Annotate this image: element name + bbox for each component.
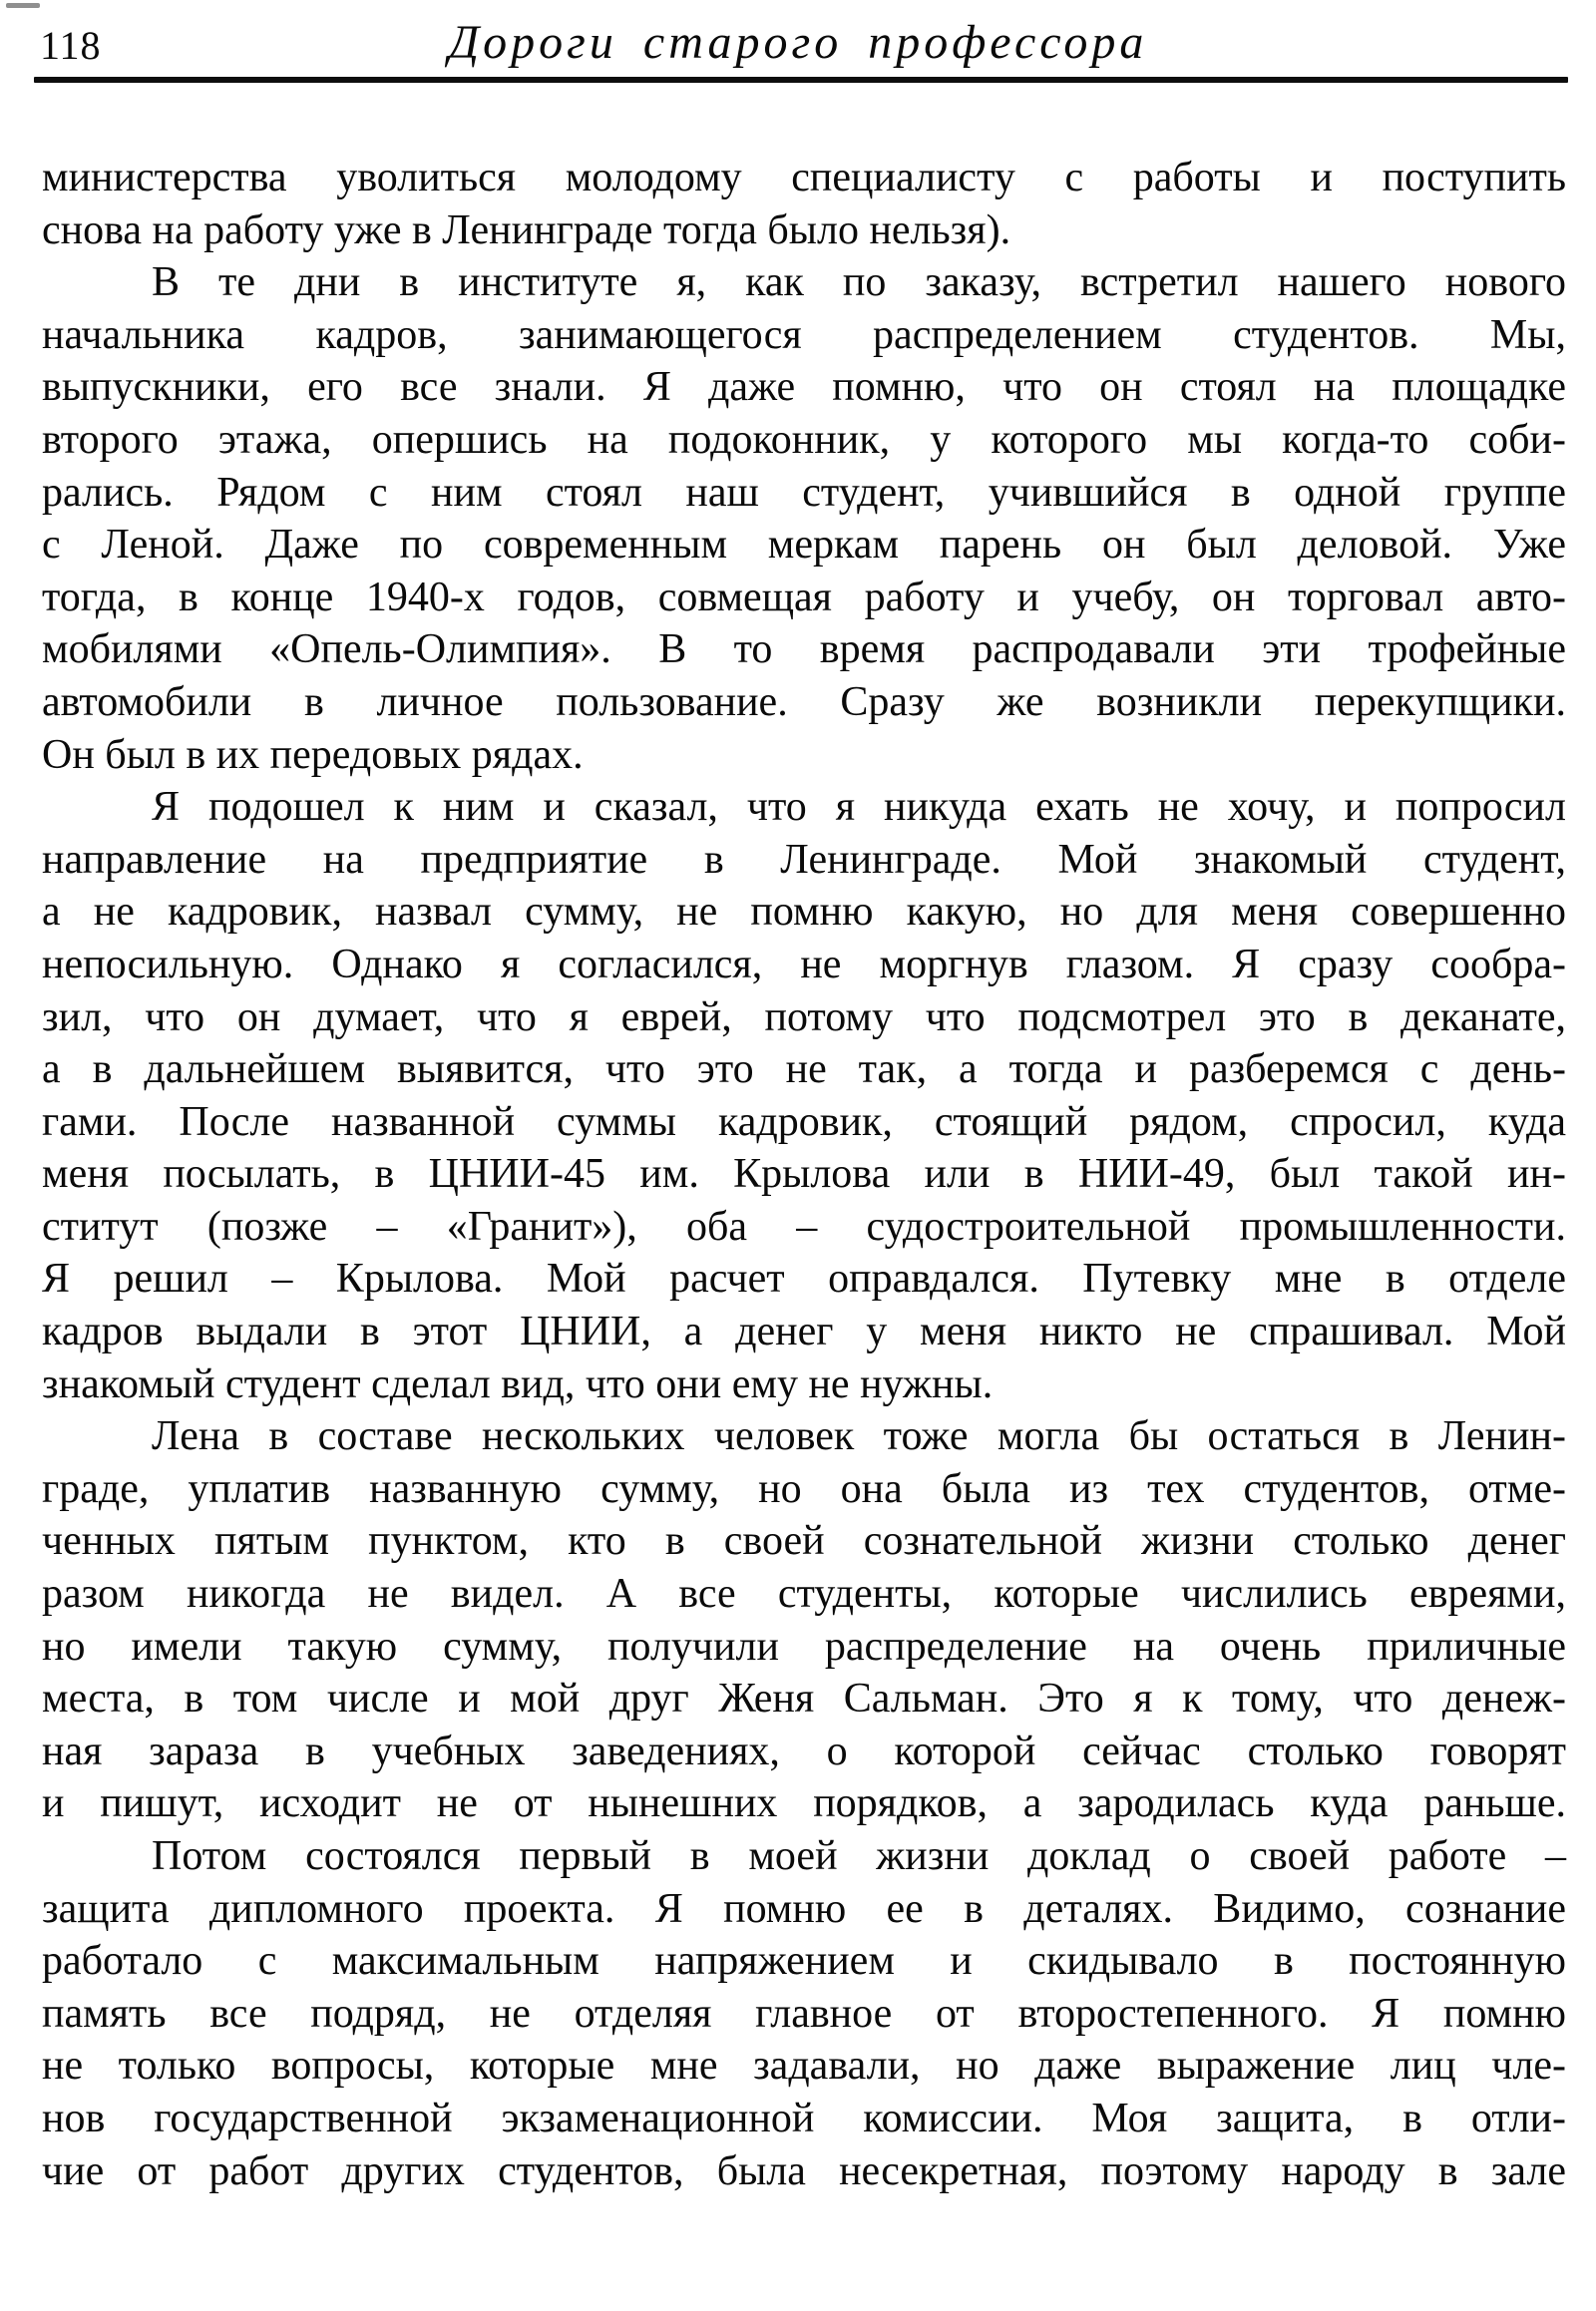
text-line: не только вопросы, которые мне задавали, но даже выражение лиц чле-: [42, 2043, 1566, 2090]
text-line: В те дни в институте я, как по заказу, встретил нашего нового: [152, 259, 1566, 306]
paragraph: [42, 1410, 1566, 1830]
text-line: второго этажа, опершись на подоконник, у которого мы когда-то соби-: [42, 416, 1566, 463]
text-line: чие от работ других студентов, была несекретная, поэтому народу в зале: [42, 2147, 1566, 2194]
text-line: разом никогда не видел. А все студенты, которые числились евреями,: [42, 1571, 1566, 1618]
page-body: [42, 152, 1566, 2197]
text-line: работало с максимальным напряжением и скидывало в постоянную: [42, 1938, 1566, 1985]
text-line: защита дипломного проекта. Я помню ее в деталях. Видимо, сознание: [42, 1885, 1566, 1932]
text-line: министерства уволиться молодому специалисту с работы и поступить: [42, 155, 1566, 200]
page-header: [0, 0, 1596, 90]
text-line: места, в том числе и мой друг Женя Сальман. Это я к тому, что денеж-: [42, 1676, 1566, 1723]
page-number: 118: [40, 23, 102, 68]
text-line: мобилями «Опель-Олимпия». В то время распродавали эти трофейные: [42, 626, 1566, 673]
text-line: выпускники, его все знали. Я даже помню, что он стоял на площадке: [42, 364, 1566, 411]
text-line: Лена в составе нескольких человек тоже могла бы остаться в Ленин-: [152, 1413, 1566, 1460]
text-line: знакомый студент сделал вид, что они ему не нужны.: [42, 1360, 994, 1407]
running-title: Дороги старого профессора: [448, 16, 1148, 69]
text-line: но имели такую сумму, получили распределение на очень приличные: [42, 1623, 1566, 1670]
text-line: а в дальнейшем выявится, что это не так, а тогда и разберемся с день-: [42, 1046, 1566, 1093]
text-line: Он был в их передовых рядах.: [42, 731, 584, 778]
text-line: снова на работу уже в Ленинграде тогда было нельзя).: [42, 206, 1011, 253]
text-line: с Леной. Даже по современным меркам парень он был деловой. Уже: [42, 522, 1566, 569]
text-line: начальника кадров, занимающегося распределением студентов. Мы,: [42, 311, 1566, 358]
paragraph: [42, 1830, 1566, 2197]
text-line: а не кадровик, назвал сумму, не помню какую, но для меня совершенно: [42, 889, 1566, 936]
text-line: Потом состоялся первый в моей жизни доклад о своей работе –: [152, 1833, 1566, 1879]
text-line: граде, уплатив названную сумму, но она была из тех студентов, отме-: [42, 1465, 1566, 1512]
text-line: ченных пятым пунктом, кто в своей сознательной жизни столько денег: [42, 1518, 1566, 1565]
paragraph: [42, 152, 1566, 256]
text-line: кадров выдали в этот ЦНИИ, а денег у меня никто не спрашивал. Мой: [42, 1309, 1566, 1355]
text-line: направление на предприятие в Ленинграде. Мой знакомый студент,: [42, 836, 1566, 883]
text-line: Я подошел к ним и сказал, что я никуда ехать не хочу, и попросил: [152, 784, 1566, 831]
text-line: гами. После названной суммы кадровик, стоящий рядом, спросил, куда: [42, 1098, 1566, 1145]
text-line: меня посылать, в ЦНИИ-45 им. Крылова или в НИИ-49, был такой ин-: [42, 1151, 1566, 1198]
text-line: и пишут, исходит не от нынешних порядков, а зародилась куда раньше.: [42, 1780, 1566, 1827]
paragraph: [42, 256, 1566, 781]
header-rule: [34, 77, 1568, 83]
text-line: автомобили в личное пользование. Сразу же возникли перекупщики.: [42, 678, 1566, 725]
text-line: память все подряд, не отделяя главное от второстепенного. Я помню: [42, 1990, 1566, 2037]
text-line: тогда, в конце 1940-х годов, совмещая работу и учебу, он торговал авто-: [42, 574, 1566, 620]
text-line: зил, что он думает, что я еврей, потому что подсмотрел это в деканате,: [42, 993, 1566, 1040]
text-line: Я решил – Крылова. Мой расчет оправдался. Путевку мне в отделе: [42, 1256, 1566, 1303]
text-line: ная зараза в учебных заведениях, о которой сейчас столько говорят: [42, 1728, 1566, 1774]
text-line: рались. Рядом с ним стоял наш студент, учившийся в одной группе: [42, 469, 1566, 516]
paragraph: [42, 781, 1566, 1410]
text-line: ститут (позже – «Гранит»), оба – судостроительной промышленности.: [42, 1203, 1566, 1250]
text-line: нов государственной экзаменационной комиссии. Моя защита, в отли-: [42, 2095, 1566, 2141]
text-line: непосильную. Однако я согласился, не моргнув глазом. Я сразу сообра-: [42, 941, 1566, 987]
